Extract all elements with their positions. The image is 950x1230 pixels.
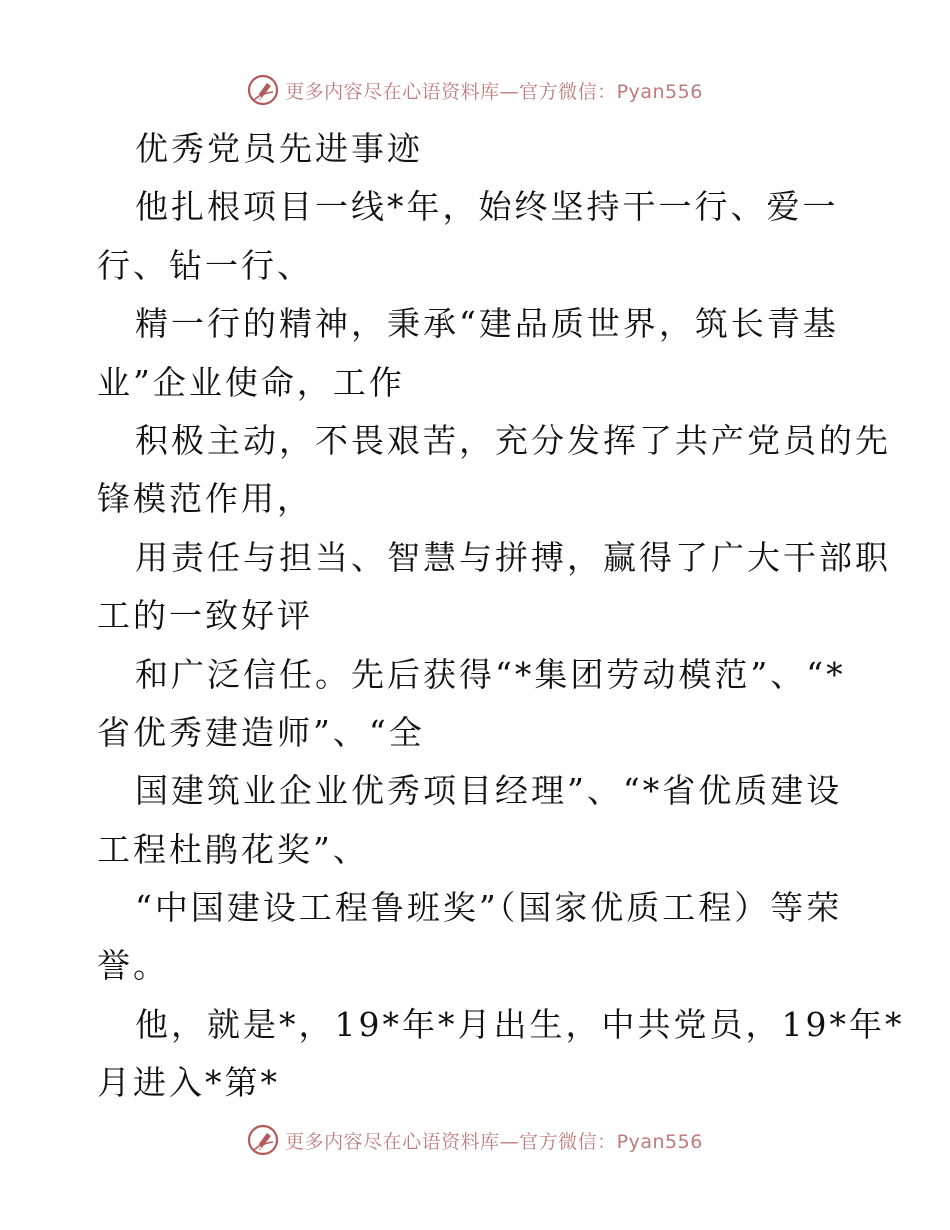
- paragraph-line: 工的一致好评: [97, 596, 313, 636]
- watermark-text: 更多内容尽在心语资料库—官方微信：Pyan556: [285, 80, 703, 103]
- paragraph-line: 锋模范作用，: [97, 479, 313, 519]
- paragraph-line: “中国建设工程鲁班奖”（国家优质工程）等荣: [135, 888, 843, 928]
- paragraph-line: 行、钻一行、: [97, 245, 313, 285]
- document-body: [97, 120, 905, 1113]
- paragraph-line: 工程杜鹃花奖”、: [97, 829, 369, 869]
- paragraph-line: 用责任与担当、智慧与拼搏，赢得了广大干部职: [135, 537, 891, 577]
- pen-nib-logo-icon: [247, 74, 279, 106]
- document-title: 优秀党员先进事迹: [135, 129, 423, 168]
- paragraph-line: 他，就是*，19*年*月出生，中共党员，19*年*: [135, 1004, 905, 1044]
- paragraph-line: 业”企业使命，工作: [97, 362, 405, 402]
- paragraph-line: 省优秀建造师”、“全: [97, 712, 425, 752]
- paragraph-line: 和广泛信任。先后获得“*集团劳动模范”、“*: [135, 654, 846, 694]
- paragraph-line: 国建筑业企业优秀项目经理”、“*省优质建设: [135, 771, 843, 811]
- paragraph-line: 他扎根项目一线*年，始终坚持干一行、爱一: [135, 187, 839, 227]
- paragraph-line: 积极主动，不畏艰苦，充分发挥了共产党员的先: [135, 420, 891, 460]
- paragraph-line: 月进入*第*: [97, 1063, 280, 1103]
- watermark-text: 更多内容尽在心语资料库—官方微信：Pyan556: [285, 1130, 703, 1153]
- paragraph-line: 誉。: [97, 946, 169, 986]
- header-watermark: [0, 70, 950, 110]
- pen-nib-logo-icon: [247, 1124, 279, 1156]
- paragraph-line: 精一行的精神，秉承“建品质世界，筑长青基: [135, 304, 839, 344]
- footer-watermark: [0, 1120, 950, 1160]
